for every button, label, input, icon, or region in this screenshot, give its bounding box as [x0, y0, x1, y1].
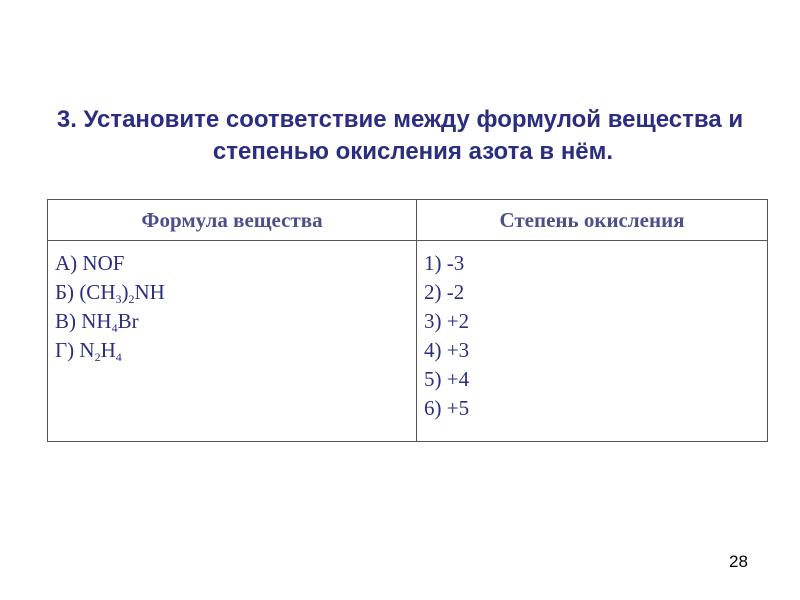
formula-label: А) [55, 251, 83, 275]
page-number: 28 [729, 552, 748, 571]
formula-item [55, 278, 410, 307]
formula-subscript: 4 [115, 350, 122, 364]
formula-text: Br [117, 309, 139, 333]
formula-text: ) [121, 280, 129, 304]
formula-text: NH [134, 280, 165, 304]
formula-subscript: 3 [115, 292, 122, 306]
formula-item [55, 307, 410, 336]
formula-subscript: 2 [94, 350, 101, 364]
formula-item [55, 249, 410, 278]
task-title [0, 104, 800, 168]
oxidation-state-item: 3) +2 [424, 309, 470, 333]
formula-list [55, 249, 410, 365]
oxidation-state-item: 2) -2 [424, 280, 465, 304]
formula-item [55, 336, 410, 365]
oxidation-state-list [424, 249, 761, 423]
formula-label: В) [55, 309, 82, 333]
formula-label: Г) [55, 338, 80, 362]
matching-table [47, 199, 768, 442]
oxidation-state-item: 6) +5 [424, 396, 470, 420]
formula-label: Б) [55, 280, 80, 304]
table-header-row [48, 200, 768, 241]
task-title-line-2: степенью окисления азота в нём. [212, 138, 614, 165]
formula-text: (CH [79, 280, 116, 304]
header-formula: Формула вещества [48, 200, 417, 241]
formula-list-cell [48, 241, 417, 442]
formula-subscript: 4 [111, 321, 118, 335]
table-body-row [48, 241, 768, 442]
formula-text: N [79, 338, 95, 362]
header-oxidation-state: Степень окисления [417, 200, 768, 241]
task-title-line-1: 3. Установите соответствие между формулой вещества и [56, 106, 744, 133]
formula-subscript: 2 [128, 292, 135, 306]
oxidation-state-item: 1) -3 [424, 251, 465, 275]
oxidation-state-list-cell [417, 241, 768, 442]
formula-text: NH [81, 309, 112, 333]
formula-text: NOF [82, 251, 125, 275]
oxidation-state-item: 4) +3 [424, 338, 470, 362]
oxidation-state-item: 5) +4 [424, 367, 470, 391]
formula-text: H [100, 338, 116, 362]
